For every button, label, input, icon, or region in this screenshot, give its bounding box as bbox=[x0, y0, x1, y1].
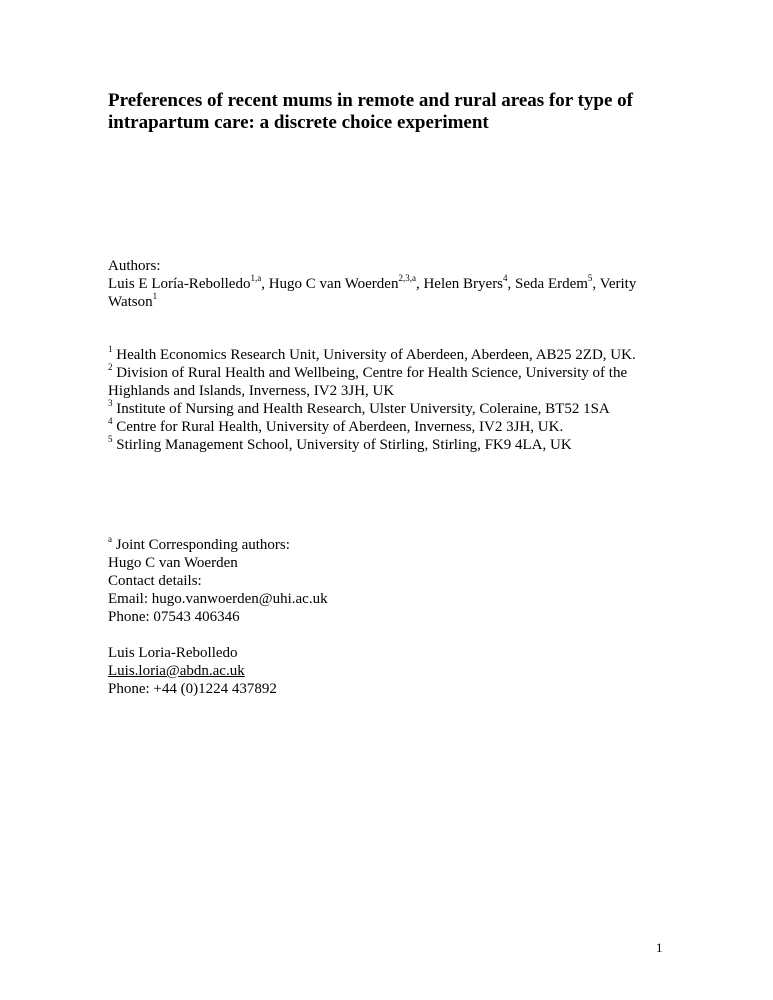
authors-label: Authors: bbox=[108, 258, 161, 274]
author-name: Verity bbox=[599, 276, 637, 292]
corresponding-marker: a bbox=[108, 534, 112, 544]
author-separator: , bbox=[261, 276, 269, 292]
authors-list-line-1 bbox=[108, 275, 688, 293]
author-affiliation-marker: 1,a bbox=[250, 273, 262, 283]
author-affiliation-marker: 4 bbox=[503, 273, 508, 283]
corresponding-label-text: Joint Corresponding authors: bbox=[112, 537, 290, 553]
affiliation-number: 4 bbox=[108, 416, 113, 426]
author-separator: , bbox=[592, 276, 600, 292]
author-affiliation-marker: 5 bbox=[587, 273, 593, 283]
contact-details-label: Contact details: bbox=[108, 573, 202, 589]
author-name: Helen Bryers bbox=[423, 276, 504, 292]
author-separator: , bbox=[415, 276, 424, 292]
page-number: 1 bbox=[656, 940, 663, 955]
affiliation-number: 3 bbox=[108, 398, 113, 408]
affiliation-number: 1 bbox=[108, 344, 113, 354]
author-name: Watson bbox=[108, 294, 153, 310]
affiliation-number: 5 bbox=[108, 434, 113, 444]
author-name: Seda Erdem bbox=[515, 276, 588, 292]
affiliation-text: Division of Rural Health and Wellbeing, Centre for Health Science, University of the bbox=[112, 365, 628, 381]
phone-1: Phone: 07543 406346 bbox=[108, 609, 240, 625]
affiliation-text: Centre for Rural Health, University of Aberdeen, Inverness, IV2 3JH, UK. bbox=[112, 419, 564, 435]
corresponding-name-1: Hugo C van Woerden bbox=[108, 555, 238, 571]
affiliation-text: Health Economics Research Unit, University of Aberdeen, Aberdeen, AB25 2ZD, UK. bbox=[112, 347, 636, 363]
corresponding-label bbox=[108, 536, 688, 554]
paper-title bbox=[108, 90, 668, 134]
affiliation-text: Institute of Nursing and Health Research, Ulster University, Coleraine, BT52 1SA bbox=[112, 401, 610, 417]
corresponding-name-2: Luis Loria-Rebolledo bbox=[108, 645, 238, 661]
affiliation-text: Stirling Management School, University of Stirling, Stirling, FK9 4LA, UK bbox=[112, 437, 572, 453]
authors-list-line-2 bbox=[108, 293, 688, 311]
author-separator: , bbox=[507, 276, 516, 292]
author-affiliation-marker: 2,3,a bbox=[398, 273, 416, 283]
phone-2: Phone: +44 (0)1224 437892 bbox=[108, 681, 277, 697]
corresponding-block bbox=[108, 536, 688, 698]
affiliation-1 bbox=[108, 346, 688, 364]
authors-block bbox=[108, 257, 688, 311]
title-line-2: intrapartum care: a discrete choice experiment bbox=[108, 112, 489, 133]
affiliations-block bbox=[108, 346, 688, 454]
spacer bbox=[108, 626, 688, 644]
affiliation-5 bbox=[108, 436, 688, 454]
affiliation-4 bbox=[108, 418, 688, 436]
affiliation-number: 2 bbox=[108, 362, 113, 372]
email-2-link[interactable]: Luis.loria@abdn.ac.uk bbox=[108, 663, 245, 679]
affiliation-3 bbox=[108, 400, 688, 418]
email-1: Email: hugo.vanwoerden@uhi.ac.uk bbox=[108, 591, 328, 607]
affiliation-2-cont: Highlands and Islands, Inverness, IV2 3JH, UK bbox=[108, 383, 395, 399]
author-affiliation-marker: 1 bbox=[152, 291, 158, 301]
author-name: Luis E Loría-Rebolledo bbox=[108, 276, 251, 292]
author-name: Hugo C van Woerden bbox=[268, 276, 399, 292]
email-2-line bbox=[108, 662, 688, 680]
affiliation-2 bbox=[108, 364, 688, 382]
title-line-1: Preferences of recent mums in remote and rural areas for type of bbox=[108, 90, 634, 111]
